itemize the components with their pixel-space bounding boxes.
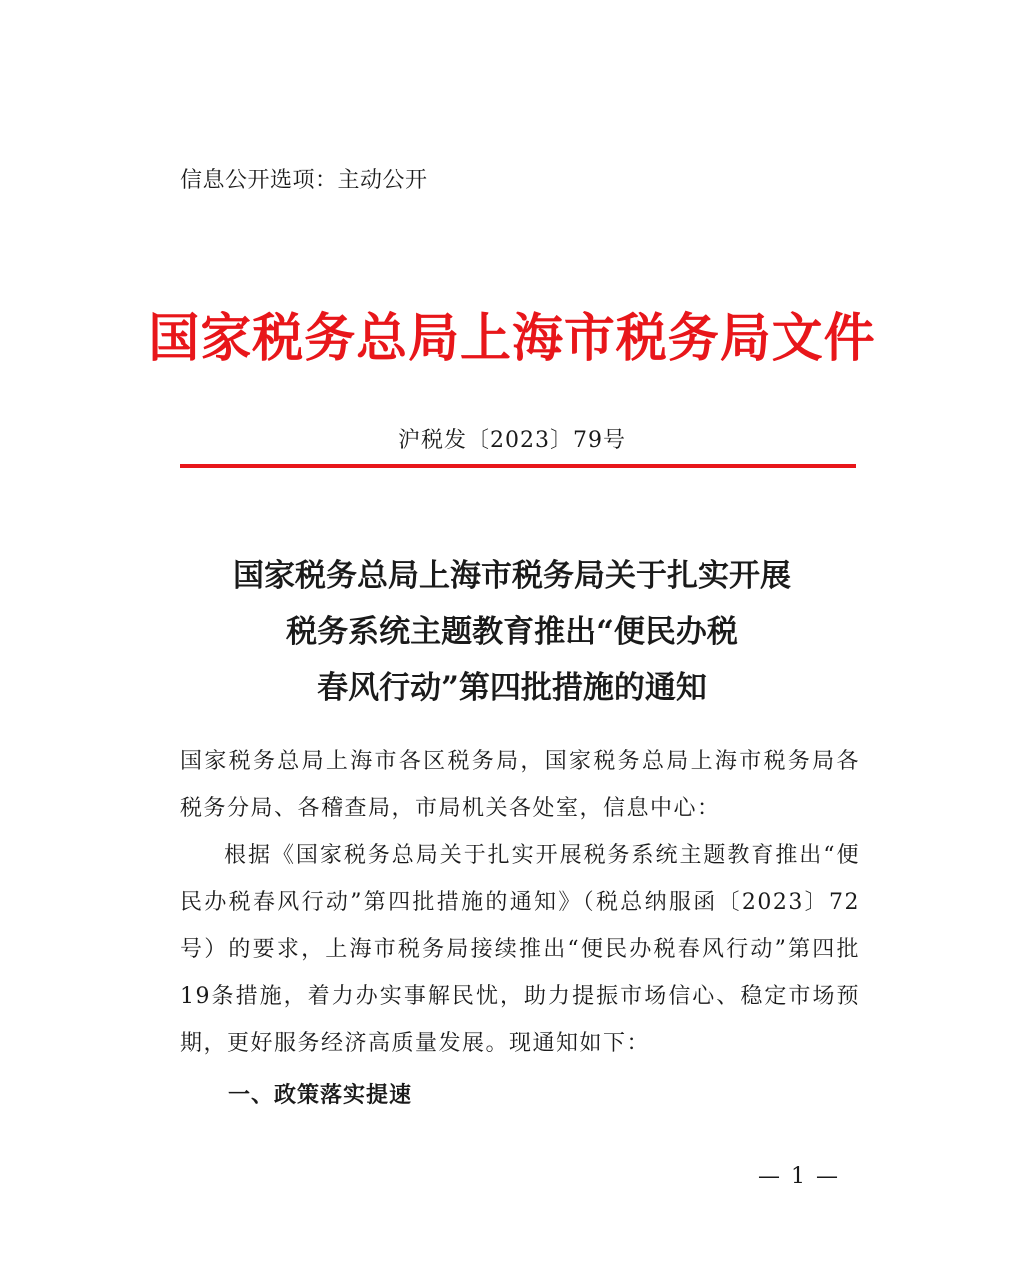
section-heading: 一、政策落实提速 — [228, 1083, 413, 1108]
disclosure-option: 信息公开选项：主动公开 — [180, 168, 428, 193]
red-divider-line — [180, 464, 856, 468]
org-document-header: 国家税务总局上海市税务局文件 — [148, 308, 876, 369]
page-number: — 1 — — [758, 1164, 840, 1189]
recipients-paragraph: 国家税务总局上海市各区税务局，国家税务总局上海市税务局各税务分局、各稽查局，市局机关各处室，信息中心： — [180, 749, 860, 821]
document-body — [180, 738, 860, 1067]
title-line: 春风行动”第四批措施的通知 — [317, 670, 707, 706]
title-line: 税务系统主题教育推出“便民办税 — [286, 614, 738, 650]
document-title — [0, 548, 1024, 716]
title-line: 国家税务总局上海市税务局关于扎实开展 — [233, 558, 791, 594]
document-number: 沪税发〔2023〕79号 — [398, 428, 626, 453]
body-paragraph: 根据《国家税务总局关于扎实开展税务系统主题教育推出“便民办税春风行动”第四批措施的通知》（税总纳服函〔2023〕72号）的要求，上海市税务局接续推出“便民办税春风行动”第四批19条措施，着力办实事解民忧，助力提振市场信心、稳定市场预期，更好服务经济高质量发展。现通知如下： — [180, 843, 860, 1056]
